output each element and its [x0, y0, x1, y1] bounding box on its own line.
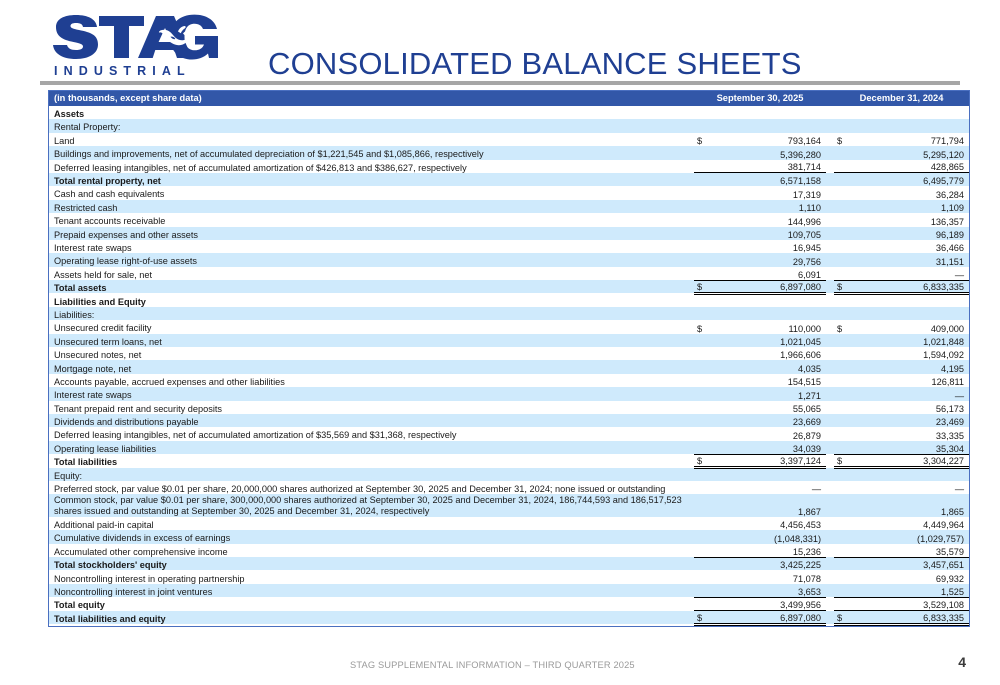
row-value-prior: 1,594,092 [923, 350, 965, 361]
row-label: Prepaid expenses and other assets [54, 229, 199, 240]
row-value-prior: 56,173 [935, 403, 965, 414]
row-currency-prior [834, 186, 856, 199]
row-currency-current [694, 441, 716, 454]
row-currency-current [694, 146, 716, 159]
row-value-prior [856, 307, 969, 320]
row-value-current: 6,897,080 [716, 611, 826, 624]
row-value-current [716, 119, 826, 132]
row-label: Deferred leasing intangibles, net of accumulated amortization of $426,813 and $386,627, respectively [54, 162, 467, 173]
row-value-prior: 6,833,335 [856, 280, 969, 293]
row-currency-current [694, 530, 716, 543]
table-row [49, 320, 969, 333]
row-label: Total rental property, net [54, 176, 161, 187]
row-currency-current [694, 334, 716, 347]
row-currency-current [694, 173, 716, 186]
table-row [49, 481, 969, 494]
row-currency-current [694, 481, 716, 494]
row-gap [826, 374, 834, 387]
row-gap [826, 611, 834, 624]
row-value-prior: 96,189 [935, 229, 965, 240]
footer-text: STAG SUPPLEMENTAL INFORMATION – THIRD QUARTER 2025 [350, 660, 635, 670]
row-currency-prior [834, 427, 856, 440]
row-currency-prior [834, 387, 856, 400]
table-row [49, 227, 969, 240]
row-value-current: 6,091 [798, 269, 822, 280]
row-value-prior: 35,304 [935, 443, 965, 454]
row-currency-current [694, 360, 716, 373]
row-label: Common stock, par value $0.01 per share, 300,000,000 shares authorized at September 30, 2025 and December 31, 2024, 186,744,593 and 186,517,523 shares issued and outstanding at September 30, 2025 and December 31, 2024, respectively [54, 495, 682, 516]
row-currency-prior: $ [834, 454, 856, 467]
row-value-prior: 1,865 [941, 506, 965, 517]
row-value-prior: 3,304,227 [856, 454, 969, 467]
row-value-prior: 1,109 [941, 203, 965, 214]
table-row [49, 280, 969, 293]
page-title: CONSOLIDATED BALANCE SHEETS [268, 46, 802, 81]
row-value-current: — [811, 484, 822, 495]
row-gap [826, 414, 834, 427]
table-row [49, 146, 969, 159]
row-label: Total liabilities [54, 457, 118, 468]
row-value-prior [856, 106, 969, 119]
row-value-prior: 771,794 [930, 136, 965, 147]
row-value-current: 381,714 [787, 162, 822, 173]
row-currency-current [694, 160, 716, 173]
row-value-current: 3,499,956 [716, 597, 826, 610]
row-currency-prior [834, 293, 856, 306]
row-value-current: 26,879 [792, 430, 822, 441]
row-label: Unsecured term loans, net [54, 336, 162, 347]
row-label: Cash and cash equivalents [54, 189, 165, 200]
row-value-current [716, 293, 826, 306]
row-label: Equity: [54, 470, 83, 481]
row-label: Interest rate swaps [54, 390, 132, 401]
row-currency-current [694, 401, 716, 414]
row-label: Buildings and improvements, net of accumulated depreciation of $1,221,545 and $1,085,866, respectively [54, 149, 484, 160]
row-currency-current [694, 307, 716, 320]
row-value-current: 3,425,225 [716, 557, 826, 570]
row-gap [826, 200, 834, 213]
row-gap [826, 213, 834, 226]
page-number: 4 [958, 654, 966, 670]
row-value-current: 1,021,045 [780, 337, 822, 348]
row-value-current: 110,000 [788, 323, 822, 334]
row-currency-prior [834, 227, 856, 240]
row-gap [826, 360, 834, 373]
row-currency-prior [834, 530, 856, 543]
row-value-prior: 1,021,848 [923, 337, 965, 348]
table-row [49, 106, 969, 119]
row-label: Rental Property: [54, 122, 121, 133]
row-label: Land [54, 135, 75, 146]
row-currency-prior: $ [837, 136, 843, 147]
row-value-current: 16,945 [792, 243, 822, 254]
table-row [49, 570, 969, 583]
row-gap [826, 468, 834, 481]
row-currency-prior [834, 360, 856, 373]
table-header-row [49, 91, 969, 106]
row-gap [826, 570, 834, 583]
row-value-prior: 3,457,651 [856, 557, 969, 570]
row-label: Operating lease liabilities [54, 443, 157, 454]
row-gap [826, 173, 834, 186]
row-value-prior: 36,284 [935, 189, 965, 200]
row-value-current: 1,966,606 [780, 350, 822, 361]
row-currency-prior [834, 494, 856, 517]
table-row [49, 414, 969, 427]
row-label: Unsecured credit facility [54, 323, 152, 334]
row-value-prior [856, 293, 969, 306]
row-currency-prior: $ [837, 323, 843, 334]
row-value-prior: (1,029,757) [917, 533, 965, 544]
row-label: Total assets [54, 283, 107, 294]
row-currency-prior [834, 240, 856, 253]
row-currency-current [694, 544, 716, 557]
row-label: Preferred stock, par value $0.01 per share, 20,000,000 shares authorized at September 30, 2025 and December 31, 2024; none issued or outstanding [54, 484, 666, 495]
table-row [49, 401, 969, 414]
row-value-current [716, 468, 826, 481]
row-gap [826, 597, 834, 610]
row-value-prior: 69,932 [935, 573, 965, 584]
row-currency-prior [834, 160, 856, 173]
row-gap [826, 280, 834, 293]
row-label: Operating lease right-of-use assets [54, 256, 197, 267]
row-gap [826, 334, 834, 347]
row-currency-current [694, 186, 716, 199]
logo-subtext: INDUSTRIAL [54, 64, 191, 78]
row-value-current [716, 307, 826, 320]
row-currency-current [694, 584, 716, 597]
row-label: Accumulated other comprehensive income [54, 546, 228, 557]
row-currency-current: $ [694, 611, 716, 624]
row-value-current: 71,078 [792, 573, 822, 584]
row-currency-prior [834, 106, 856, 119]
table-row [49, 240, 969, 253]
row-currency-current [694, 557, 716, 570]
row-gap [826, 544, 834, 557]
header-period-current: September 30, 2025 [716, 93, 804, 103]
page-header [0, 0, 1000, 81]
row-label: Liabilities: [54, 309, 95, 320]
row-label: Interest rate swaps [54, 243, 132, 253]
row-value-prior: — [954, 484, 965, 495]
row-label: Additional paid-in capital [54, 520, 154, 531]
row-value-prior: 35,579 [935, 546, 965, 557]
row-currency-prior [834, 200, 856, 213]
row-value-prior: 33,335 [935, 430, 965, 441]
table-row [49, 374, 969, 387]
stag-logo [52, 14, 220, 78]
row-gap [826, 494, 834, 517]
table-row [49, 611, 969, 624]
row-label: Total liabilities and equity [54, 613, 166, 624]
row-currency-prior [834, 253, 856, 266]
row-gap [826, 347, 834, 360]
row-value-current: 6,571,158 [716, 173, 826, 186]
stag-wordmark-icon [52, 14, 220, 62]
row-gap [826, 293, 834, 306]
row-currency-current [694, 293, 716, 306]
row-gap [826, 517, 834, 530]
header-units-label: (in thousands, except share data) [54, 93, 202, 103]
row-label: Unsecured notes, net [54, 350, 142, 361]
table-row [49, 200, 969, 213]
row-gap [826, 320, 834, 333]
row-gap [826, 227, 834, 240]
row-currency-current [694, 200, 716, 213]
table-row [49, 334, 969, 347]
row-value-prior: 428,865 [930, 162, 965, 173]
row-value-prior: 4,195 [941, 363, 965, 374]
row-currency-current [694, 240, 716, 253]
table-row [49, 133, 969, 146]
row-value-current: 29,756 [792, 256, 822, 267]
row-currency-prior [834, 517, 856, 530]
table-row [49, 454, 969, 467]
row-gap [826, 133, 834, 146]
balance-sheet-table [49, 91, 969, 626]
row-gap [826, 427, 834, 440]
row-currency-prior [834, 347, 856, 360]
header-divider [40, 81, 960, 85]
row-label: Assets held for sale, net [54, 269, 153, 280]
row-currency-prior [834, 334, 856, 347]
header-period-prior: December 31, 2024 [859, 93, 944, 103]
row-value-prior: 126,811 [931, 377, 965, 388]
row-value-current: 3,397,124 [716, 454, 826, 467]
table-row [49, 173, 969, 186]
row-value-prior: 409,000 [930, 323, 965, 334]
row-value-current: 23,669 [792, 417, 822, 428]
row-gap [826, 557, 834, 570]
row-currency-current [694, 517, 716, 530]
row-gap [826, 160, 834, 173]
row-currency-current [694, 227, 716, 240]
row-currency-current [694, 468, 716, 481]
row-currency-current [694, 494, 716, 517]
row-currency-prior [834, 544, 856, 557]
row-currency-prior [834, 307, 856, 320]
row-gap [826, 530, 834, 543]
table-row [49, 427, 969, 440]
row-value-current: (1,048,331) [774, 533, 822, 544]
row-value-current: 793,164 [787, 136, 822, 147]
row-value-prior: 3,529,108 [856, 597, 969, 610]
row-currency-prior [834, 441, 856, 454]
row-label: Restricted cash [54, 202, 118, 213]
row-currency-current [694, 414, 716, 427]
row-currency-current: $ [694, 454, 716, 467]
table-row [49, 557, 969, 570]
row-currency-prior [834, 481, 856, 494]
row-value-current: 3,653 [798, 586, 822, 597]
row-label: Total stockholders' equity [54, 560, 167, 571]
row-currency-prior [834, 557, 856, 570]
row-currency-current: $ [697, 323, 703, 334]
row-gap [826, 119, 834, 132]
row-currency-current [694, 387, 716, 400]
row-currency-prior [834, 119, 856, 132]
table-row [49, 494, 969, 517]
table-row [49, 119, 969, 132]
row-currency-prior: $ [834, 280, 856, 293]
row-currency-current: $ [694, 280, 716, 293]
row-value-current: 6,897,080 [716, 280, 826, 293]
row-currency-prior [834, 597, 856, 610]
row-label: Tenant accounts receivable [54, 216, 166, 227]
row-value-current: 15,236 [792, 546, 822, 557]
table-row [49, 160, 969, 173]
row-value-prior: 23,469 [935, 417, 965, 428]
row-value-current: 55,065 [792, 403, 822, 414]
table-header [49, 91, 969, 106]
row-label: Liabilities and Equity [54, 296, 146, 307]
row-label: Mortgage note, net [54, 363, 132, 374]
table-row [49, 441, 969, 454]
row-label: Tenant prepaid rent and security deposits [54, 403, 223, 414]
row-value-prior [856, 468, 969, 481]
row-value-current: 109,705 [787, 229, 822, 240]
row-value-prior: 6,495,779 [856, 173, 969, 186]
header-spacer [826, 91, 834, 106]
row-label: Assets [54, 109, 85, 120]
row-currency-prior [834, 173, 856, 186]
row-value-current: 34,039 [792, 443, 822, 454]
row-currency-prior: $ [834, 611, 856, 624]
balance-sheet-table-container [48, 90, 970, 627]
table-row [49, 360, 969, 373]
row-currency-current: $ [697, 136, 703, 147]
row-value-current: 1,110 [798, 203, 822, 214]
table-row [49, 468, 969, 481]
row-currency-prior [834, 401, 856, 414]
row-gap [826, 401, 834, 414]
row-gap [826, 240, 834, 253]
row-currency-prior [834, 374, 856, 387]
table-row [49, 186, 969, 199]
row-currency-prior [834, 146, 856, 159]
row-value-prior: 36,466 [935, 243, 965, 254]
row-label: Cumulative dividends in excess of earnings [54, 533, 231, 544]
row-gap [826, 441, 834, 454]
row-gap [826, 146, 834, 159]
table-row [49, 267, 969, 280]
row-value-prior [856, 119, 969, 132]
row-currency-prior [834, 414, 856, 427]
table-row [49, 597, 969, 610]
row-currency-prior [834, 468, 856, 481]
row-gap [826, 186, 834, 199]
row-gap [826, 454, 834, 467]
table-row [49, 544, 969, 557]
page-footer [0, 654, 1000, 680]
table-body [49, 106, 969, 624]
row-value-prior: — [954, 390, 965, 401]
row-value-current: 154,515 [787, 377, 822, 388]
row-value-current: 1,867 [798, 506, 822, 517]
table-row [49, 530, 969, 543]
row-value-current: 4,456,453 [780, 520, 822, 531]
row-value-current: 17,319 [792, 189, 822, 200]
table-row [49, 347, 969, 360]
row-value-prior: 5,295,120 [923, 149, 965, 160]
row-value-prior: 136,357 [930, 216, 965, 227]
row-label: Noncontrolling interest in joint ventures [54, 586, 213, 597]
table-row [49, 584, 969, 597]
row-label: Deferred leasing intangibles, net of accumulated amortization of $35,569 and $31,368, respectively [54, 430, 457, 441]
row-label: Noncontrolling interest in operating partnership [54, 573, 245, 584]
row-currency-current [694, 570, 716, 583]
row-currency-current [694, 253, 716, 266]
row-value-current [716, 106, 826, 119]
table-row [49, 307, 969, 320]
row-value-prior: 31,151 [935, 256, 965, 267]
row-currency-current [694, 597, 716, 610]
row-currency-current [694, 213, 716, 226]
row-gap [826, 253, 834, 266]
row-currency-prior [834, 267, 856, 280]
row-currency-current [694, 267, 716, 280]
row-value-prior: 1,525 [941, 586, 965, 597]
row-label: Total equity [54, 600, 105, 611]
row-value-prior: 6,833,335 [856, 611, 969, 624]
table-row [49, 253, 969, 266]
row-currency-prior [834, 570, 856, 583]
row-currency-prior [834, 213, 856, 226]
row-gap [826, 387, 834, 400]
row-label: Dividends and distributions payable [54, 417, 199, 428]
row-value-current: 5,396,280 [780, 149, 822, 160]
row-gap [826, 584, 834, 597]
row-currency-prior [834, 584, 856, 597]
row-currency-current [694, 374, 716, 387]
row-value-current: 4,035 [798, 363, 822, 374]
row-gap [826, 481, 834, 494]
row-currency-current [694, 427, 716, 440]
table-row [49, 387, 969, 400]
table-row [49, 517, 969, 530]
row-gap [826, 106, 834, 119]
row-currency-current [694, 347, 716, 360]
row-currency-current [694, 119, 716, 132]
row-gap [826, 267, 834, 280]
row-value-current: 144,996 [787, 216, 822, 227]
row-gap [826, 307, 834, 320]
table-row [49, 293, 969, 306]
row-value-current: 1,271 [798, 390, 822, 401]
table-row [49, 213, 969, 226]
row-value-prior: 4,449,964 [923, 520, 965, 531]
row-value-prior: — [954, 269, 965, 280]
row-label: Accounts payable, accrued expenses and other liabilities [54, 376, 285, 387]
row-currency-current [694, 106, 716, 119]
